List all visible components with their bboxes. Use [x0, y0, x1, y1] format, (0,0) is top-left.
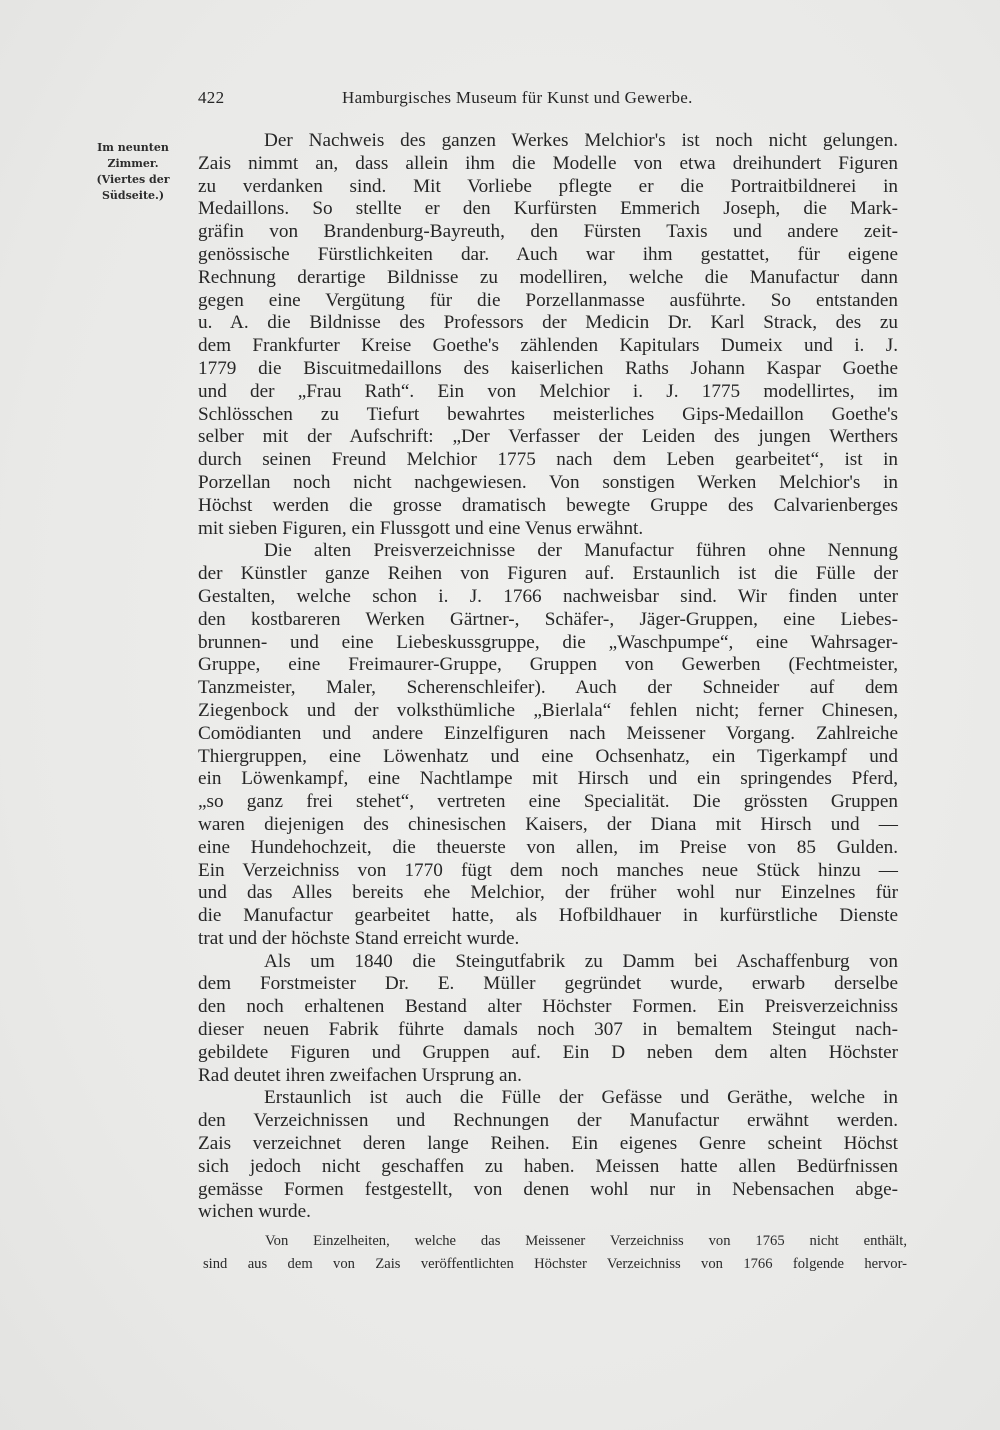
text-line: Gestalten, welche schon i. J. 1766 nachweisbar sind. Wir finden unter — [198, 585, 898, 607]
footnote — [203, 1230, 907, 1276]
text-line: der Künstler ganze Reihen von Figuren auf. Erstaunlich ist die Fülle der — [198, 563, 898, 585]
text-line: dem Frankfurter Kreise Goethe's zählenden Kapitulars Dumeix und i. J. — [198, 335, 898, 357]
text-line: den kostbareren Werken Gärtner-, Schäfer-, Jäger-Gruppen, eine Liebes- — [198, 608, 898, 630]
text-line: Als um 1840 die Steingutfabrik zu Damm bei Aschaffenburg von — [264, 950, 898, 972]
margin-note-line: Zimmer. — [107, 157, 159, 170]
text-line: gegen eine Vergütung für die Porzellanmasse ausführte. So entstanden — [198, 289, 898, 311]
text-line: gebildete Figuren und Gruppen auf. Ein D neben dem alten Höchster — [198, 1041, 898, 1063]
text-line: sich jedoch nicht geschaffen zu haben. Meissen hatte allen Bedürfnissen — [198, 1155, 898, 1177]
page-number: 422 — [198, 88, 225, 107]
text-line: Ein Verzeichniss von 1770 fügt dem noch manches neue Stück hinzu — — [198, 859, 898, 881]
text-line: dem Forstmeister Dr. E. Müller gegründet wurde, erwarb derselbe — [198, 973, 898, 995]
text-line: Ziegenbock und der volksthümliche „Bierlala“ fehlen nicht; ferner Chinesen, — [198, 699, 898, 721]
text-line: eine Hundehochzeit, die theuerste von allen, im Preise von 85 Gulden. — [198, 836, 898, 858]
margin-note-line: (Viertes der — [96, 173, 170, 186]
text-line: Der Nachweis des ganzen Werkes Melchior's ist noch nicht gelungen. — [264, 130, 898, 151]
text-line: Höchst werden die grosse dramatisch bewegte Gruppe des Calvarienberges — [198, 494, 898, 516]
text-line: Porzellan noch nicht nachgewiesen. Von sonstigen Werken Melchior's in — [198, 471, 898, 493]
text-line: und der „Frau Rath“. Ein von Melchior i. J. 1775 modellirtes, im — [198, 380, 898, 402]
text-line: den noch erhaltenen Bestand alter Höchster Formen. Ein Preisverzeichniss — [198, 996, 898, 1018]
text-line: mit sieben Figuren, ein Flussgott und eine Venus erwähnt. — [198, 517, 644, 539]
footnote-line: Von Einzelheiten, welche das Meissener Verzeichniss von 1765 nicht enthält, — [265, 1233, 907, 1249]
margin-note-line: Südseite.) — [101, 189, 165, 202]
text-line: Zais nimmt an, dass allein ihm die Modelle von etwa dreihundert Figuren — [198, 152, 898, 174]
text-line: Tanzmeister, Maler, Scherenschleifer). Auch der Schneider auf dem — [198, 677, 898, 699]
text-line: gräfin von Brandenburg-Bayreuth, den Fürsten Taxis und andere zeit- — [198, 221, 898, 243]
text-line: Gruppe, eine Freimaurer-Gruppe, Gruppen von Gewerben (Fechtmeister, — [198, 654, 898, 676]
text-line: Schlösschen zu Tiefurt bewahrtes meisterliches Gips-Medaillon Goethe's — [198, 403, 898, 425]
text-line: brunnen- und eine Liebeskussgruppe, die „Waschpumpe“, eine Wahrsager- — [198, 631, 898, 653]
margin-note-line: Im neunten — [97, 141, 169, 154]
text-line: gemässe Formen festgestellt, von denen wohl nur in Nebensachen abge- — [198, 1178, 898, 1200]
footnote-line: sind aus dem von Zais veröffentlichten Höchster Verzeichniss von 1766 folgende hervor- — [203, 1256, 907, 1272]
text-line: ein Löwenkampf, eine Nachtlampe mit Hirsch und ein springendes Pferd, — [198, 768, 898, 790]
running-title: Hamburgisches Museum für Kunst und Gewerbe. — [342, 88, 693, 107]
text-line: wichen wurde. — [198, 1201, 311, 1223]
text-line: u. A. die Bildnisse des Professors der Medicin Dr. Karl Strack, des zu — [198, 312, 898, 334]
text-line: zu verdanken sind. Mit Vorliebe pflegte er die Portraitbildnerei in — [198, 175, 898, 197]
text-line: 1779 die Biscuitmedaillons des kaiserlichen Raths Johann Kaspar Goethe — [198, 357, 898, 379]
text-line: Erstaunlich ist auch die Fülle der Gefässe und Geräthe, welche in — [264, 1087, 898, 1109]
text-line: Thiergruppen, eine Löwenhatz und eine Ochsenhatz, ein Tigerkampf und — [198, 745, 898, 767]
paragraph-melchior-works — [198, 130, 898, 540]
text-line: genössische Fürstlichkeiten dar. Auch war ihm gestattet, für eigene — [198, 243, 898, 265]
text-line: Rechnung derartige Bildnisse zu modelliren, welche die Manufactur dann — [198, 266, 898, 288]
text-line: waren diejenigen des chinesischen Kaisers, der Diana mit Hirsch und — — [198, 813, 898, 835]
text-line: Comödianten und andere Einzelfiguren nach Meissener Vorgang. Zahlreiche — [198, 722, 898, 744]
margin-note — [84, 140, 182, 204]
running-header — [198, 88, 898, 112]
paragraph-vessels — [198, 1087, 898, 1224]
text-line: den Verzeichnissen und Rechnungen der Manufactur erwähnt werden. — [198, 1110, 898, 1132]
text-line: Medaillons. So stellte er den Kurfürsten Emmerich Joseph, die Mark- — [198, 198, 898, 220]
text-line: „so ganz frei stehet“, vertreten eine Specialität. Die grössten Gruppen — [198, 791, 898, 813]
text-line: trat und der höchste Stand erreicht wurde. — [198, 927, 520, 949]
paragraph-damm-factory — [198, 951, 898, 1088]
text-line: die Manufactur gearbeitet hatte, als Hofbildhauer in kurfürstliche Dienste — [198, 905, 898, 927]
paragraph-price-lists — [198, 540, 898, 950]
body-text — [198, 130, 898, 1224]
text-line: dieser neuen Fabrik führte damals noch 307 in bemaltem Steingut nach- — [198, 1019, 898, 1041]
text-line: selber mit der Aufschrift: „Der Verfasser der Leiden des jungen Werthers — [198, 426, 898, 448]
text-line: Die alten Preisverzeichnisse der Manufactur führen ohne Nennung — [264, 540, 898, 562]
text-line: und das Alles bereits ehe Melchior, der früher wohl nur Einzelnes für — [198, 882, 898, 904]
text-line: durch seinen Freund Melchior 1775 nach dem Leben gearbeitet“, ist in — [198, 449, 898, 471]
text-line: Zais verzeichnet deren lange Reihen. Ein eigenes Genre scheint Höchst — [198, 1133, 898, 1155]
text-line: Rad deutet ihren zweifachen Ursprung an. — [198, 1064, 522, 1086]
